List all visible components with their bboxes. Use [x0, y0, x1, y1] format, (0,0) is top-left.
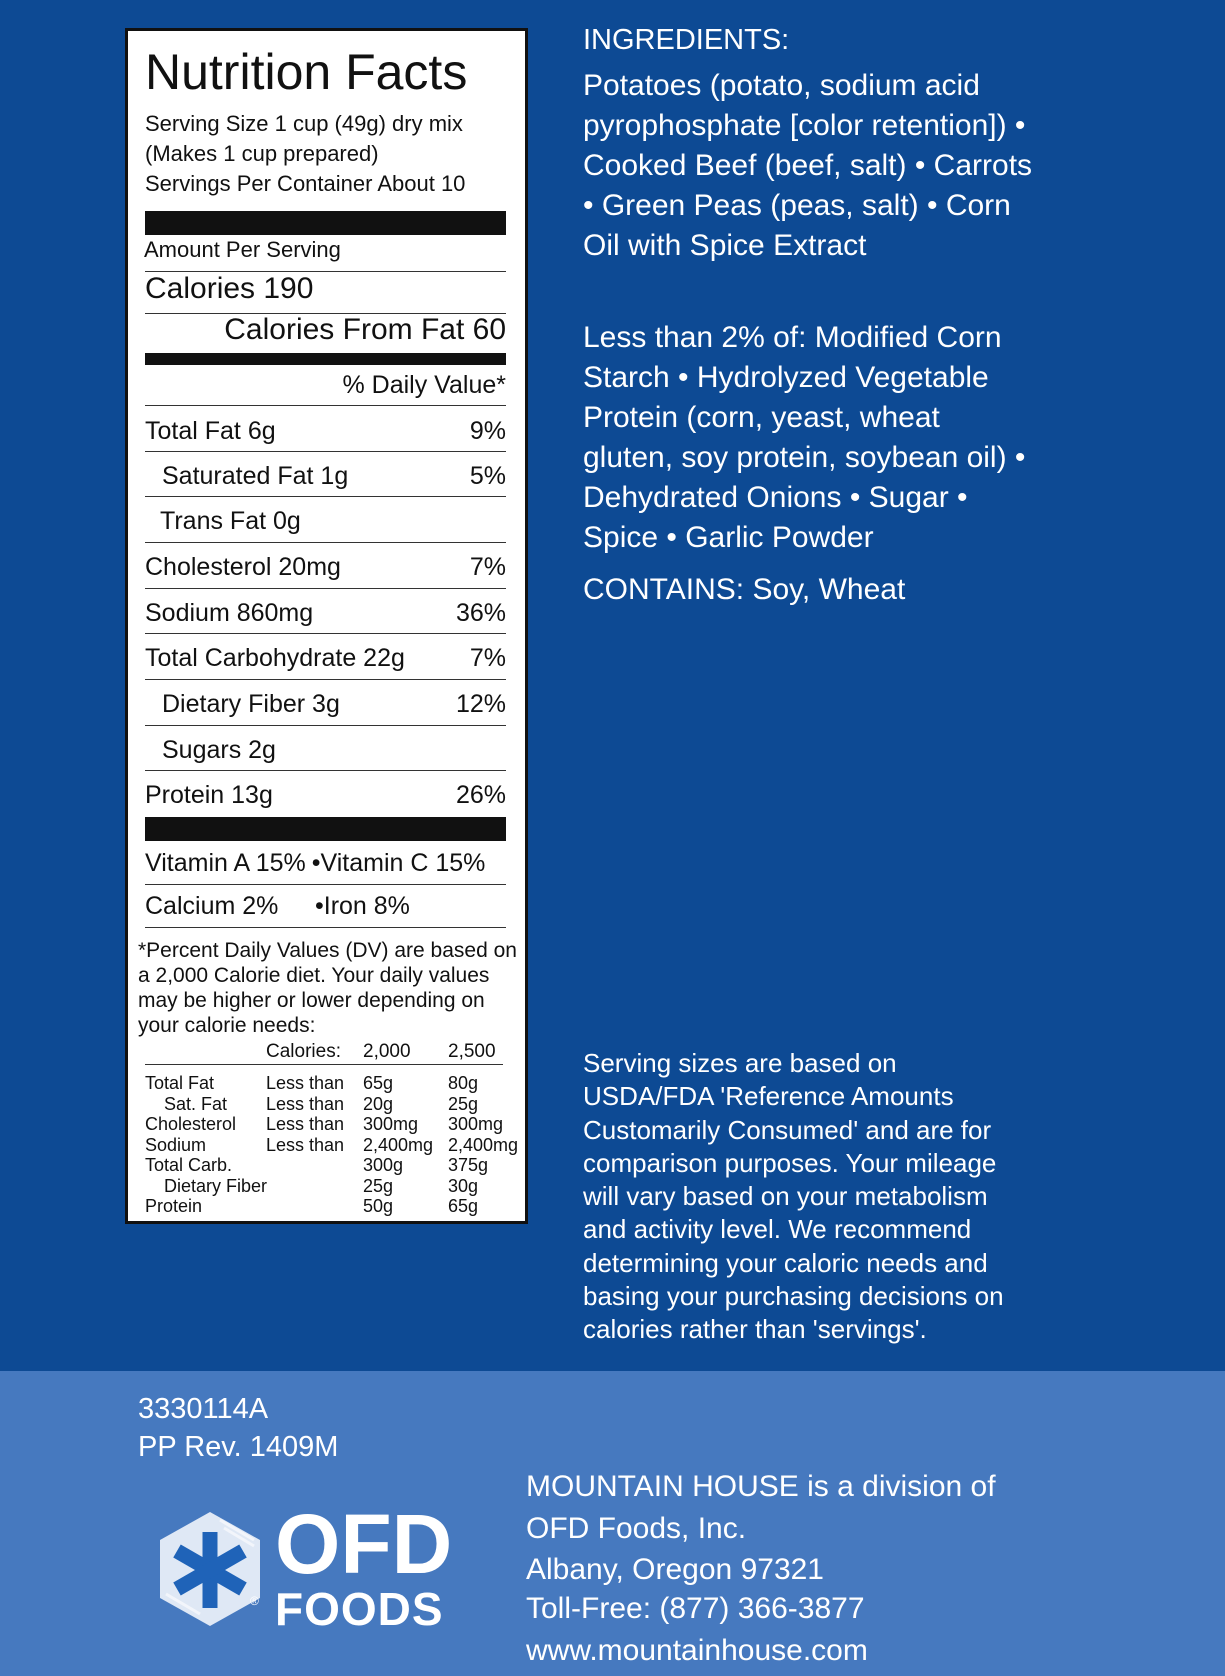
nutrient-pct: 36%: [455, 599, 506, 627]
dv-2000: 300g: [363, 1155, 404, 1175]
divider: [145, 405, 506, 406]
calories-from-fat: Calories From Fat 60: [224, 313, 506, 346]
nutrient-label: Total Carbohydrate 22g: [145, 644, 405, 672]
nutrient-row: [145, 462, 506, 491]
medium-divider: [145, 353, 506, 365]
company-address: Albany, Oregon 97321: [526, 1553, 824, 1586]
nutrient-pct: 5%: [469, 462, 506, 490]
company-website[interactable]: www.mountainhouse.com: [526, 1634, 868, 1667]
table-header-2500: 2,500: [448, 1041, 496, 1062]
dv-limit: Less than: [266, 1073, 345, 1093]
nutrient-pct: 9%: [469, 417, 506, 445]
nutrient-pct: 12%: [455, 690, 506, 718]
divider: [145, 679, 506, 680]
divider: [145, 884, 506, 885]
product-code: 3330114A: [138, 1393, 269, 1425]
serving-size-note: Serving sizes are based on USDA/FDA 'Reference Amounts Customarily Consumed' and are for comparison purposes. Your mileage will vary based on your metabolism and activity level. We recommend determining your caloric needs and basing your purchasing decisions on calories rather than 'servings'.: [583, 1048, 1004, 1345]
snowflake-icon: [150, 1510, 270, 1630]
dv-nutrient: Sat. Fat: [164, 1093, 228, 1114]
nutrient-label: Dietary Fiber 3g: [162, 690, 340, 718]
registered-mark: ®: [250, 1594, 259, 1608]
dv-2000: 20g: [363, 1093, 394, 1114]
dv-2500: 375g: [448, 1155, 489, 1175]
makes-prepared: (Makes 1 cup prepared): [145, 141, 379, 166]
nutrient-pct: 7%: [469, 553, 506, 581]
nutrient-label: Cholesterol 20mg: [145, 553, 341, 581]
nutrient-row: [145, 417, 506, 446]
nutrient-label: Saturated Fat 1g: [162, 462, 349, 490]
ingredients-minor: Less than 2% of: Modified Corn Starch • Hydrolyzed Vegetable Protein (corn, yeast, wheat gluten, soy protein, soybean oil) • Dehydrated Onions • Sugar • Spice • Garlic Powder: [583, 321, 1026, 554]
nutrient-pct: 26%: [455, 781, 506, 809]
dv-limit: Less than: [266, 1093, 345, 1114]
divider: [145, 725, 506, 726]
dv-2000: 300mg: [363, 1114, 419, 1134]
dv-2500: 80g: [448, 1073, 479, 1093]
vitamins-row: [145, 849, 506, 878]
divider: [145, 633, 506, 634]
nutrition-title: Nutrition Facts: [145, 44, 468, 100]
nutrient-label: Sodium 860mg: [145, 599, 314, 627]
dv-limit: Less than: [266, 1114, 345, 1134]
nutrient-row: [145, 736, 506, 765]
nutrient-pct: 7%: [469, 644, 506, 672]
dv-2000: 65g: [363, 1073, 394, 1093]
ingredients-heading: INGREDIENTS:: [583, 24, 790, 56]
nutrient-row: [145, 644, 506, 673]
dv-nutrient: Cholesterol: [145, 1114, 237, 1134]
calcium: Calcium 2%: [145, 892, 279, 920]
dv-nutrient: Total Carb.: [145, 1155, 233, 1175]
dv-nutrient: Sodium: [145, 1134, 207, 1155]
revision-code: PP Rev. 1409M: [138, 1431, 339, 1463]
serving-size: Serving Size 1 cup (49g) dry mix: [145, 111, 463, 136]
divider: [145, 927, 506, 928]
divider: [145, 451, 506, 452]
nutrient-label: Total Fat 6g: [145, 417, 276, 445]
company-line-1: MOUNTAIN HOUSE is a division of: [526, 1470, 996, 1503]
divider: [145, 496, 506, 497]
table-header-label: Calories:: [266, 1041, 341, 1062]
servings-per-container: Servings Per Container About 10: [145, 171, 466, 196]
vitamin-a: Vitamin A 15%: [145, 849, 306, 877]
nutrition-facts-panel: [125, 28, 528, 1224]
dv-nutrient: Dietary Fiber: [164, 1175, 268, 1196]
dv-nutrient: Total Fat: [145, 1073, 215, 1093]
daily-value-footnote: *Percent Daily Values (DV) are based on a 2,000 Calorie diet. Your daily values may be higher or lower depending on your calorie needs:: [138, 939, 517, 1037]
dv-2500: 300mg: [448, 1114, 504, 1134]
ofd-foods-logo: [150, 1497, 453, 1635]
nutrient-row: [145, 781, 506, 810]
iron: •Iron 8%: [315, 892, 410, 920]
dv-2000: 2,400mg: [363, 1134, 434, 1155]
dv-2500: 2,400mg: [448, 1134, 519, 1155]
nutrient-row: [145, 690, 506, 719]
dv-2500: 30g: [448, 1175, 479, 1196]
nutrient-label: Sugars 2g: [162, 736, 276, 764]
divider: [145, 770, 506, 771]
dv-2500: 65g: [448, 1196, 479, 1216]
nutrient-label: Protein 13g: [145, 781, 273, 809]
logo-foods-text: FOODS: [275, 1583, 444, 1635]
dv-nutrient: Protein: [145, 1196, 203, 1216]
logo-ofd-text: OFD: [275, 1497, 453, 1591]
divider: [145, 588, 506, 589]
nutrient-row: [145, 553, 506, 582]
divider: [145, 1064, 503, 1065]
dv-limit: Less than: [266, 1134, 345, 1155]
company-line-2: OFD Foods, Inc.: [526, 1512, 747, 1545]
company-phone: Toll-Free: (877) 366-3877: [526, 1592, 865, 1625]
nutrient-label: Trans Fat 0g: [160, 507, 301, 535]
divider: [145, 542, 506, 543]
dv-2000: 25g: [363, 1175, 394, 1196]
minerals-row: [145, 892, 506, 921]
calories: Calories 190: [145, 272, 314, 305]
table-header-2000: 2,000: [363, 1041, 411, 1062]
nutrient-row: [145, 507, 506, 536]
thick-divider: [145, 817, 506, 841]
nutrient-row: [145, 599, 506, 628]
dv-2000: 50g: [363, 1196, 394, 1216]
allergen-contains: CONTAINS: Soy, Wheat: [583, 573, 906, 606]
amount-per-serving: Amount Per Serving: [144, 237, 341, 262]
vitamin-c: •Vitamin C 15%: [311, 849, 486, 877]
dv-2500: 25g: [448, 1093, 479, 1114]
thick-divider: [145, 211, 506, 235]
daily-value-header: % Daily Value*: [342, 371, 506, 399]
ingredients-main: Potatoes (potato, sodium acid pyrophosphate [color retention]) • Cooked Beef (beef, salt) • Carrots • Green Peas (peas, salt) • Corn Oil with Spice Extract: [583, 69, 1033, 262]
